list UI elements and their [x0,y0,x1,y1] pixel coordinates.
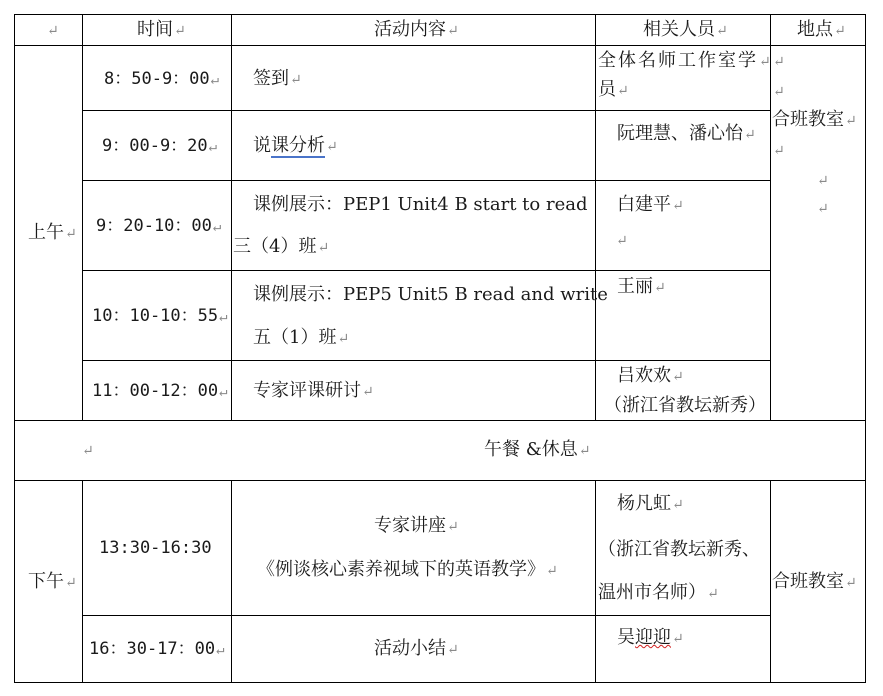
pm-row2-time: 16：30-17：00↵ [89,639,225,659]
row4-content-line1: 课例展示：PEP5 Unit5 B read and write [253,284,608,305]
morning-place: 合班教室↵ [772,109,857,130]
row3-people: 白建平↵ [617,194,684,215]
row2-content: 说课分析↵ [253,135,338,156]
morning-label: 上午↵ [28,222,77,243]
pm-row1-people-line3: 温州市名师）↵ [598,582,719,603]
row1-people-line2: 员↵ [598,79,629,100]
morning-place-mark2: ↵ [773,84,785,100]
lunch-label: 午餐 &休息↵ [484,439,591,460]
morning-place-mark5: ↵ [817,201,829,217]
morning-place-mark1: ↵ [773,54,785,70]
morning-place-mark3: ↵ [773,143,785,159]
row1-content: 签到↵ [253,68,302,89]
pm-row1-people-line1: 杨凡虹↵ [617,493,684,514]
row1-people-line1: 全体名师工作室学↵ [598,50,773,71]
pm-row1-content-line1: 专家讲座↵ [374,515,459,536]
pm-row2-content: 活动小结↵ [374,638,459,659]
pm-row1-content-line2: 《例谈核心素养视域下的英语教学》↵ [257,559,558,580]
lunch-blank-mark: ↵ [82,443,94,459]
pm-row1-time: 13:30-16:30 [99,538,212,558]
row5-time: 11：00-12：00↵ [92,381,228,401]
pm-row1-people-line2: （浙江省教坛新秀、 [598,539,760,560]
row1-time: 8：50-9：00↵ [104,69,220,89]
header-blank-cell: ↵ [47,23,59,39]
row3-people-blank: ↵ [616,233,628,249]
row3-content-line1: 课例展示：PEP1 Unit4 B start to read [253,194,588,215]
morning-place-mark4: ↵ [817,173,829,189]
row4-time: 10：10-10：55↵ [92,306,228,326]
row4-people: 王丽↵ [617,276,666,297]
afternoon-place: 合班教室↵ [772,571,857,592]
header-content: 活动内容↵ [374,19,459,40]
row5-content: 专家评课研讨↵ [253,380,374,401]
header-time: 时间↵ [137,19,186,40]
afternoon-label: 下午↵ [28,571,77,592]
row2-people: 阮理慧、潘心怡↵ [617,123,756,144]
row4-content-line2: 五（1）班↵ [253,327,350,348]
row5-people-line1: 吕欢欢↵ [617,365,684,386]
row3-content-line2: 三（4）班↵ [233,236,330,257]
header-people: 相关人员↵ [643,19,728,40]
row5-people-line2: （浙江省教坛新秀） [604,395,766,416]
row2-time: 9：00-9：20↵ [102,136,218,156]
row3-time: 9：20-10：00↵ [96,216,222,236]
pm-row2-people: 吴迎迎↵ [617,627,684,648]
header-place: 地点↵ [797,19,846,40]
